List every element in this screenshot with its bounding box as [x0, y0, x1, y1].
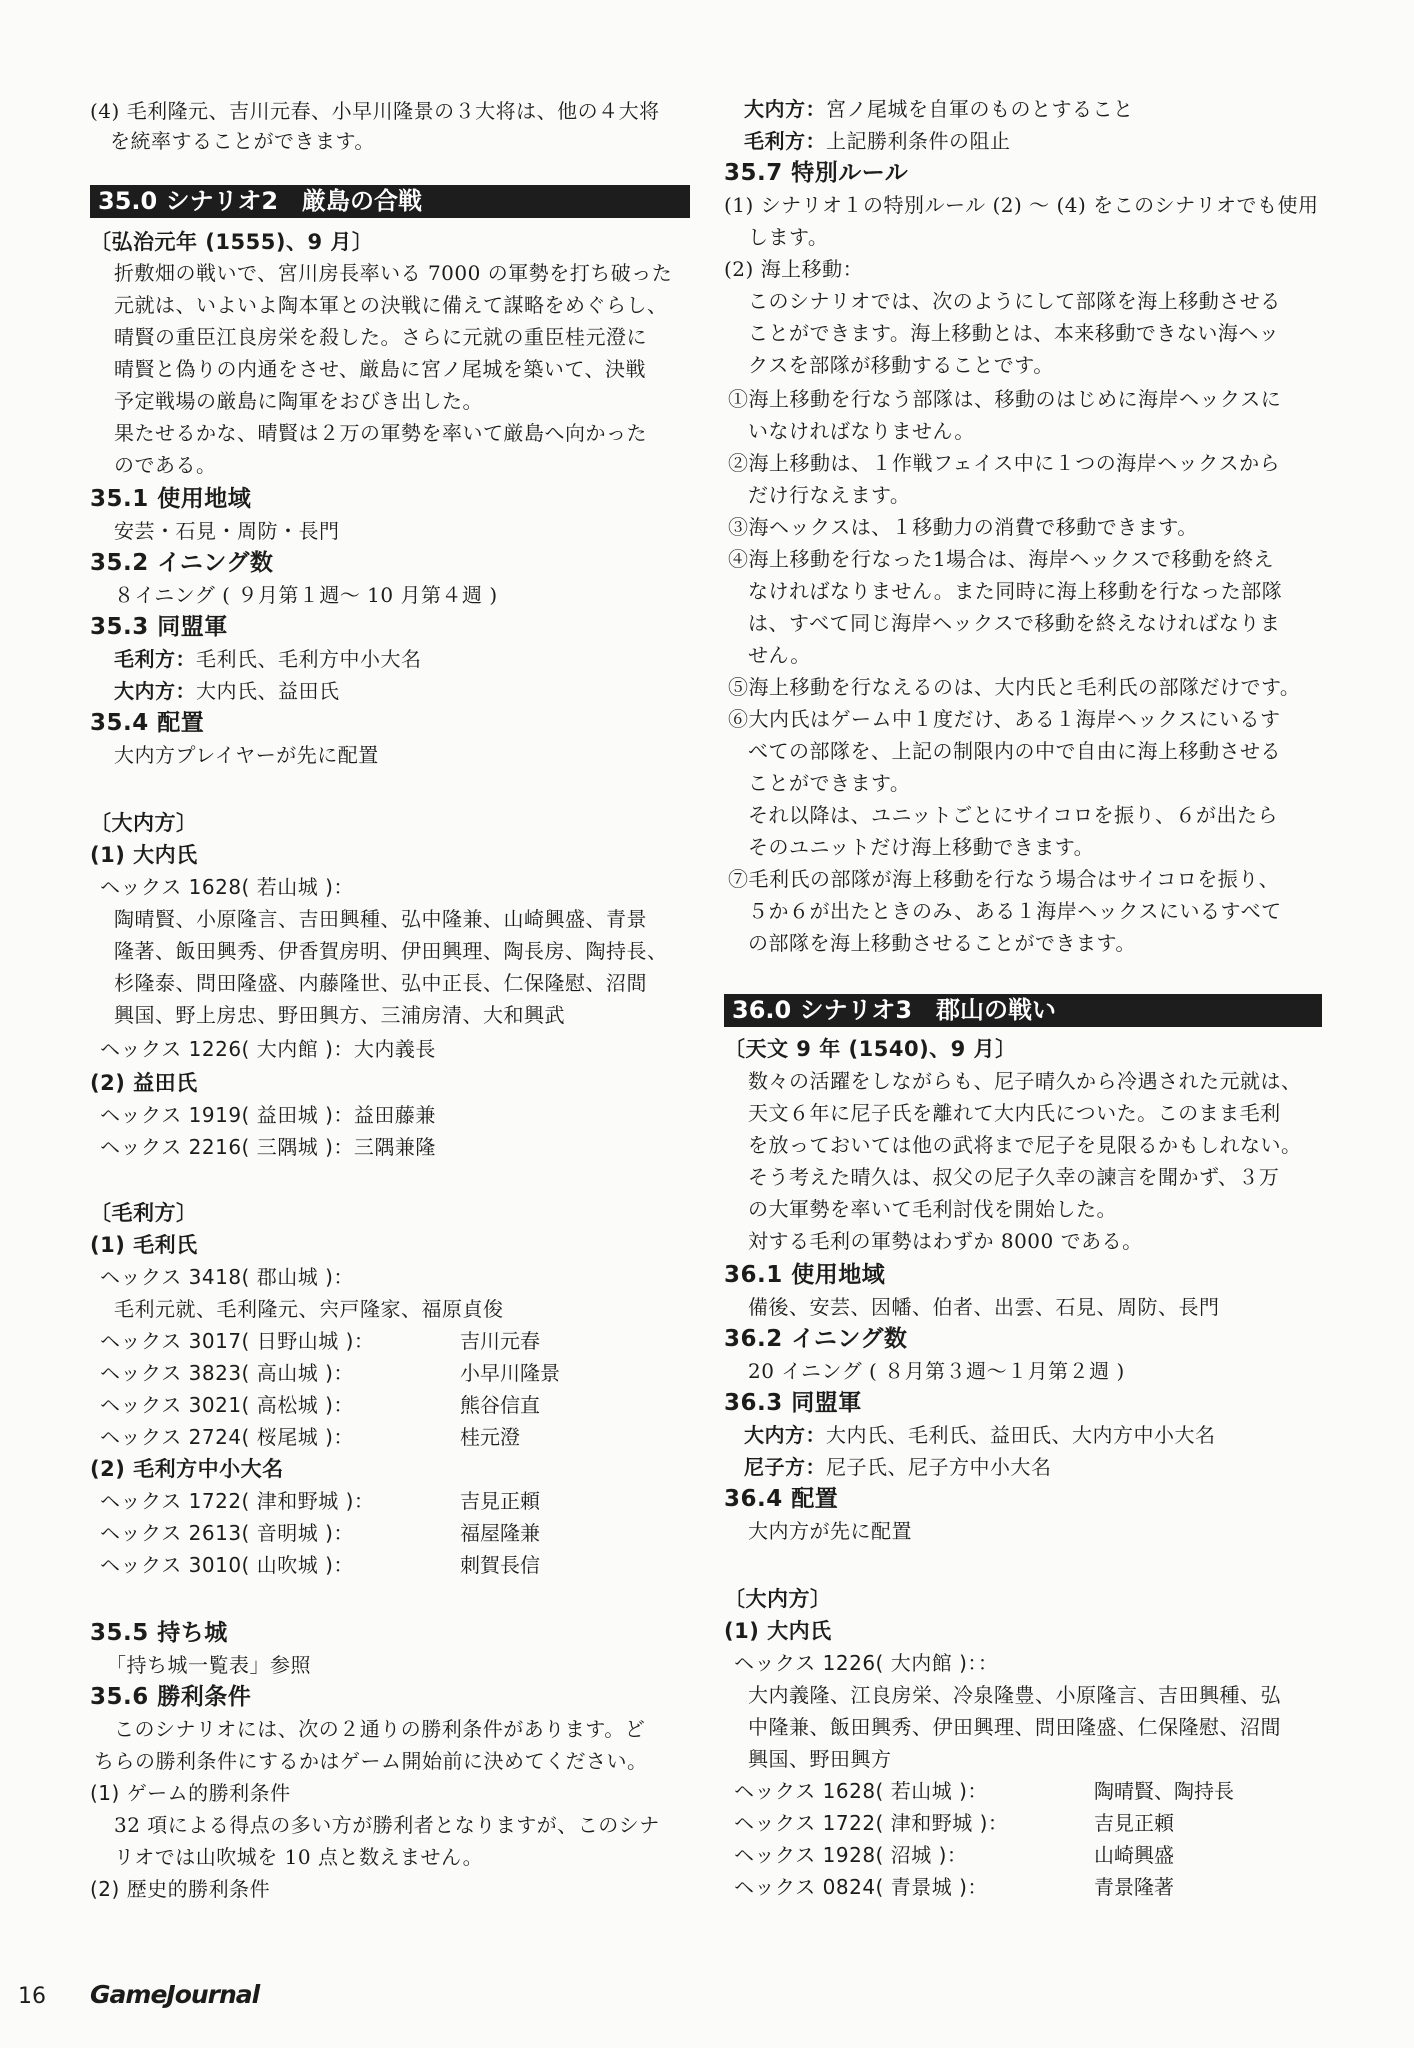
name-line: 陶晴賢、小原隆言、吉田興種、弘中隆兼、山崎興盛、青景	[114, 907, 647, 931]
hex-line: ヘックス 1722( 津和野城 )：	[734, 1811, 1009, 1835]
clan-heading: (2) 益田氏	[90, 1071, 198, 1095]
intro-line: 数々の活躍をしながらも、尼子晴久から冷遇された元就は、	[748, 1069, 1302, 1093]
alliance-label: 大内方：	[744, 1423, 826, 1447]
intro-line: そう考えた晴久は、叔父の尼子久幸の諫言を聞かず、３万	[748, 1165, 1280, 1189]
text-line: (4) 毛利隆元、吉川元春、小早川隆景の３大将は、他の４大将	[90, 99, 660, 123]
victory-value: 上記勝利条件の阻止	[826, 129, 1011, 153]
rule-item: ⑥大内氏はゲーム中１度だけ、ある１海岸ヘックスにいるす	[728, 707, 1281, 731]
subsection-heading: 36.2 イニング数	[724, 1326, 908, 1352]
hex-line: ヘックス 1226( 大内館 )：：	[734, 1651, 999, 1675]
hex-commander: 山崎興盛	[1094, 1843, 1174, 1867]
text-line: (1) シナリオ１の特別ルール (2) ～ (4) をこのシナリオでも使用	[724, 193, 1319, 217]
condition-heading: (2) 歴史的勝利条件	[90, 1877, 271, 1901]
rule-item: の部隊を海上移動させることができます。	[748, 931, 1136, 955]
text-line: このシナリオでは、次のようにして部隊を海上移動させる	[748, 289, 1281, 313]
intro-line: 元就は、いよいよ陶本軍との決戦に備えて謀略をめぐらし、	[114, 293, 668, 317]
text-line: このシナリオには、次の２通りの勝利条件があります。ど	[114, 1717, 646, 1741]
hex-commander: 吉見正頼	[1094, 1811, 1174, 1835]
name-line: 興国、野田興方	[748, 1747, 892, 1771]
alliance-label: 毛利方：	[114, 647, 196, 671]
text-line: 「持ち城一覧表」参照	[106, 1653, 311, 1677]
victory-value: 宮ノ尾城を自軍のものとすること	[826, 97, 1134, 121]
rule-item: ５か６が出たときのみ、ある１海岸ヘックスにいるすべて	[748, 899, 1282, 923]
magazine-logo: GameJournal	[90, 1980, 260, 2009]
hex-line: ヘックス 3418( 郡山城 )：	[100, 1265, 354, 1289]
victory-label: 毛利方：	[744, 129, 826, 153]
subsection-heading: 35.1 使用地域	[90, 486, 252, 512]
hex-line: ヘックス 3021( 高松城 )：	[100, 1393, 354, 1417]
text-line: 32 項による得点の多い方が勝利者となりますが、このシナ	[114, 1813, 660, 1837]
text-line: リオでは山吹城を 10 点と数えません。	[114, 1845, 484, 1869]
alliance-line	[744, 1452, 1052, 1482]
alliance-label: 大内方：	[114, 679, 196, 703]
subsection-heading: 35.6 勝利条件	[90, 1684, 252, 1710]
rule-item: ことができます。	[748, 771, 911, 795]
side-heading: 〔毛利方〕	[90, 1201, 198, 1225]
intro-line: を放っておいては他の武将まで尼子を見限るかもしれない。	[748, 1133, 1302, 1157]
alliance-label: 尼子方：	[744, 1455, 826, 1479]
subsection-heading: 35.3 同盟軍	[90, 614, 228, 640]
text-line: ちらの勝利条件にするかはゲーム開始前に決めてください。	[94, 1749, 648, 1773]
section-heading-36: 36.0 シナリオ3 郡山の戦い	[724, 994, 1322, 1027]
text-line: を統率することができます。	[110, 129, 375, 153]
hex-commander: 吉川元春	[460, 1329, 540, 1353]
section-heading-35: 35.0 シナリオ2 厳島の合戦	[90, 185, 690, 218]
rule-item: それ以降は、ユニットごとにサイコロを振り、６が出たら	[748, 803, 1278, 827]
text-line: 大内方プレイヤーが先に配置	[114, 743, 379, 767]
hex-line: ヘックス 1628( 若山城 )：	[734, 1779, 988, 1803]
text-line: 備後、安芸、因幡、伯者、出雲、石見、周防、長門	[748, 1295, 1220, 1319]
alliance-line	[114, 644, 422, 674]
subsection-heading: 35.2 イニング数	[90, 550, 274, 576]
subsection-heading: 36.3 同盟軍	[724, 1390, 862, 1416]
side-heading: 〔大内方〕	[724, 1587, 832, 1611]
hex-line: ヘックス 1919( 益田城 )：益田藤兼	[100, 1103, 436, 1127]
intro-line: 晴賢の重臣江良房栄を殺した。さらに元就の重臣桂元澄に	[114, 325, 647, 349]
condition-heading: (1) ゲーム的勝利条件	[90, 1781, 291, 1805]
intro-line: のである。	[114, 453, 217, 477]
subsection-heading: 36.4 配置	[724, 1486, 839, 1512]
hex-commander: 刺賀長信	[460, 1553, 540, 1577]
rule-item: なければなりません。また同時に海上移動を行なった部隊	[748, 579, 1283, 603]
hex-commander: 小早川隆景	[460, 1361, 560, 1385]
alliance-line	[114, 676, 340, 706]
rule-item: ②海上移動は、１作戦フェイス中に１つの海岸ヘックスから	[728, 451, 1281, 475]
section-date: 〔弘治元年 (1555)、9 月〕	[90, 230, 374, 254]
hex-commander: 熊谷信直	[460, 1393, 540, 1417]
intro-line: 予定戦場の厳島に陶軍をおびき出した。	[114, 389, 483, 413]
name-line: 大内義隆、江良房栄、冷泉隆豊、小原隆言、吉田興種、弘	[748, 1683, 1281, 1707]
hex-commander: 陶晴賢、陶持長	[1094, 1779, 1234, 1803]
hex-commander: 桂元澄	[460, 1425, 520, 1449]
hex-line: ヘックス 3017( 日野山城 )：	[100, 1329, 375, 1353]
intro-line: の大軍勢を率いて毛利討伐を開始した。	[748, 1197, 1117, 1221]
hex-line: ヘックス 2216( 三隅城 )：三隅兼隆	[100, 1135, 436, 1159]
name-line: 隆著、飯田興秀、伊香賀房明、伊田興理、陶長房、陶持長、	[114, 939, 668, 963]
rule-item: だけ行なえます。	[748, 483, 911, 507]
rule-item: は、すべて同じ海岸ヘックスで移動を終えなければなりま	[748, 611, 1281, 635]
text-line: 安芸・石見・周防・長門	[114, 519, 340, 543]
clan-heading: (1) 大内氏	[90, 843, 198, 867]
victory-label: 大内方：	[744, 97, 826, 121]
rule-item: ④海上移動を行なった1場合は、海岸ヘックスで移動を終え	[728, 547, 1275, 571]
hex-commander: 青景隆著	[1094, 1875, 1174, 1899]
name-line: 興国、野上房忠、野田興方、三浦房清、大和興武	[114, 1003, 565, 1027]
alliance-value: 大内氏、益田氏	[196, 679, 340, 703]
hex-commander: 吉見正頼	[460, 1489, 540, 1513]
subsection-heading: 35.7 特別ルール	[724, 160, 909, 186]
clan-heading: (2) 毛利方中小大名	[90, 1457, 284, 1481]
text-line: します。	[748, 225, 829, 249]
rule-item: そのユニットだけ海上移動できます。	[748, 835, 1095, 859]
text-line: 大内方が先に配置	[748, 1519, 912, 1543]
hex-line: ヘックス 1628( 若山城 )：	[100, 875, 354, 899]
intro-line: 対する毛利の軍勢はわずか 8000 である。	[748, 1229, 1143, 1253]
alliance-value: 大内氏、毛利氏、益田氏、大内方中小大名	[826, 1423, 1216, 1447]
section-date: 〔天文 9 年 (1540)、9 月〕	[724, 1037, 1017, 1061]
hex-line: ヘックス 1226( 大内館 )：大内義長	[100, 1037, 436, 1061]
hex-line: ヘックス 2613( 音明城 )：	[100, 1521, 354, 1545]
alliance-value: 毛利氏、毛利方中小大名	[196, 647, 422, 671]
hex-line: ヘックス 3010( 山吹城 )：	[100, 1553, 354, 1577]
hex-line: ヘックス 1722( 津和野城 )：	[100, 1489, 375, 1513]
hex-line: ヘックス 0824( 青景城 )：	[734, 1875, 988, 1899]
side-heading: 〔大内方〕	[90, 811, 198, 835]
page-number: 16	[18, 1984, 46, 2009]
text-line: ことができます。海上移動とは、本来移動できない海ヘッ	[748, 321, 1280, 345]
intro-line: 果たせるかな、晴賢は２万の軍勢を率いて厳島へ向かった	[114, 421, 647, 445]
rule-item: ③海ヘックスは、１移動力の消費で移動できます。	[728, 515, 1198, 539]
alliance-line	[744, 1420, 1216, 1450]
rule-item: ⑦毛利氏の部隊が海上移動を行なう場合はサイコロを振り、	[728, 867, 1280, 891]
hex-line: ヘックス 1928( 沼城 )：	[734, 1843, 968, 1867]
rule-item: せん。	[748, 643, 811, 667]
rule-item: いなければなりません。	[748, 419, 975, 443]
text-line: 20 イニング ( ８月第３週～１月第２週 )	[748, 1359, 1125, 1383]
hex-line: ヘックス 3823( 高山城 )：	[100, 1361, 354, 1385]
rule-item: べての部隊を、上記の制限内の中で自由に海上移動させる	[748, 739, 1281, 763]
alliance-value: 尼子氏、尼子方中小大名	[826, 1455, 1052, 1479]
clan-heading: (1) 毛利氏	[90, 1233, 198, 1257]
intro-line: 折敷畑の戦いで、宮川房長率いる 7000 の軍勢を打ち破った	[114, 261, 673, 285]
name-line: 中隆兼、飯田興秀、伊田興理、問田隆盛、仁保隆慰、沼間	[748, 1715, 1281, 1739]
victory-line	[744, 94, 1134, 124]
text-line: ８イニング ( ９月第１週～ 10 月第４週 )	[114, 583, 498, 607]
subsection-heading: 35.4 配置	[90, 710, 205, 736]
victory-line	[744, 126, 1011, 156]
rule-item: ①海上移動を行なう部隊は、移動のはじめに海岸ヘックスに	[728, 387, 1282, 411]
subsection-heading: 36.1 使用地域	[724, 1262, 886, 1288]
subsection-heading: 35.5 持ち城	[90, 1620, 228, 1646]
name-line: 毛利元就、毛利隆元、宍戸隆家、福原貞俊	[114, 1297, 504, 1321]
text-line: (2) 海上移動：	[724, 257, 864, 281]
intro-line: 晴賢と偽りの内通をさせ、厳島に宮ノ尾城を築いて、決戦	[114, 357, 646, 381]
name-line: 杉隆泰、問田隆盛、内藤隆世、弘中正長、仁保隆慰、沼間	[114, 971, 647, 995]
text-line: クスを部隊が移動することです。	[748, 353, 1054, 377]
hex-commander: 福屋隆兼	[460, 1521, 540, 1545]
intro-line: 天文６年に尼子氏を離れて大内氏についた。このまま毛利	[748, 1101, 1281, 1125]
rule-item: ⑤海上移動を行なえるのは、大内氏と毛利氏の部隊だけです。	[728, 675, 1301, 699]
clan-heading: (1) 大内氏	[724, 1619, 832, 1643]
hex-line: ヘックス 2724( 桜尾城 )：	[100, 1425, 354, 1449]
